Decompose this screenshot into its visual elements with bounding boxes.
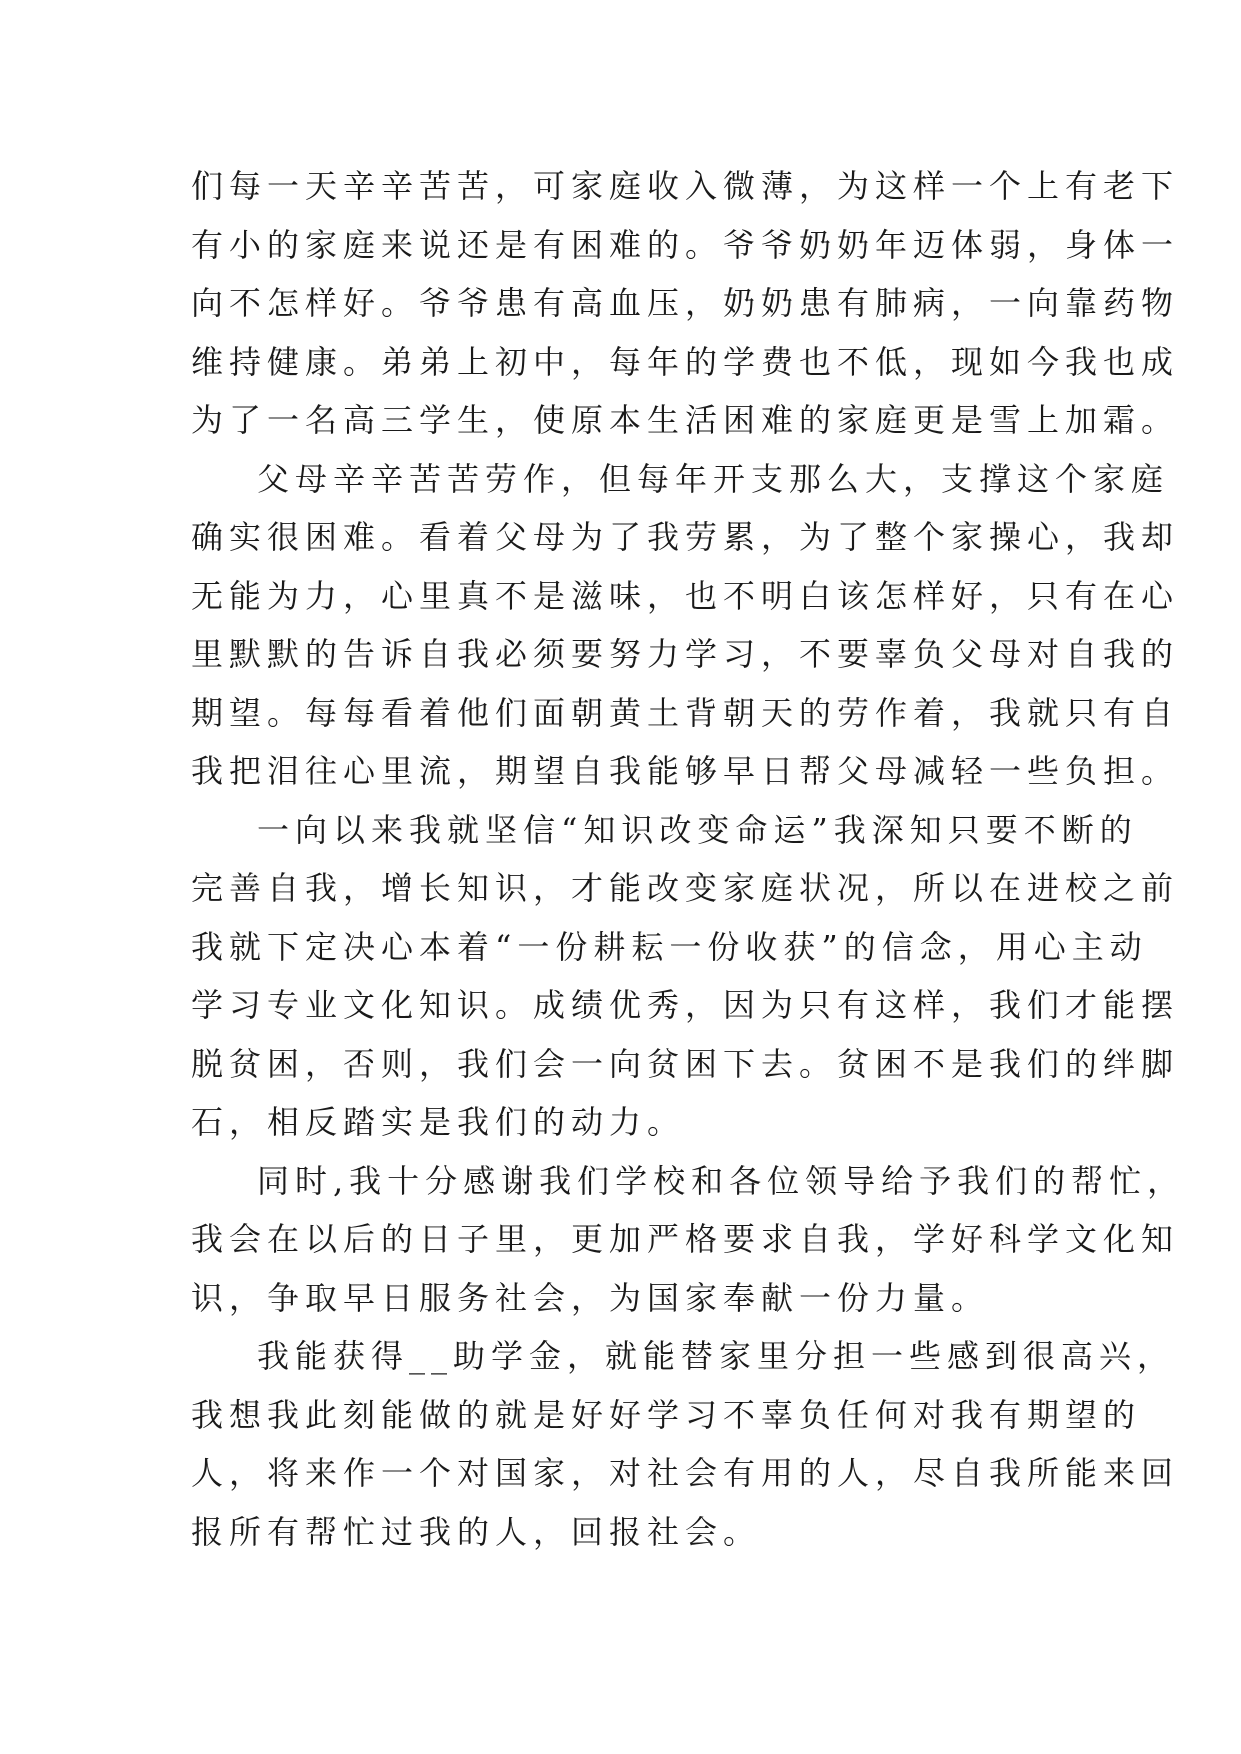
text-line: 有小的家庭来说还是有困难的。爷爷奶奶年迈体弱，身体一 bbox=[191, 225, 1180, 264]
text-line: 报所有帮忙过我的人，回报社会。 bbox=[191, 1512, 762, 1551]
text-line: 们每一天辛辛苦苦，可家庭收入微薄，为这样一个上有老下 bbox=[191, 167, 1180, 205]
text-line: 人，将来作一个对国家，对社会有用的人，尽自我所能来回 bbox=[191, 1454, 1180, 1492]
text-line: 同时,我十分感谢我们学校和各位领导给予我们的帮忙， bbox=[257, 1161, 1186, 1200]
text-line: 识，争取早日服务社会，为国家奉献一份力量。 bbox=[191, 1278, 990, 1317]
text-line: 为了一名高三学生，使原本生活困难的家庭更是雪上加霜。 bbox=[191, 401, 1180, 439]
text-line: 石，相反踏实是我们的动力。 bbox=[191, 1103, 686, 1141]
text-line: 父母辛辛苦苦劳作，但每年开支那么大，支撑这个家庭 bbox=[257, 459, 1170, 498]
text-line: 确实很困难。看着父母为了我劳累，为了整个家操心，我却 bbox=[191, 518, 1180, 556]
text-line: 里默默的告诉自我必须要努力学习，不要辜负父母对自我的 bbox=[191, 635, 1180, 673]
text-line: 学习专业文化知识。成绩优秀，因为只有这样，我们才能摆 bbox=[191, 986, 1180, 1024]
text-line: 我想我此刻能做的就是好好学习不辜负任何对我有期望的 bbox=[191, 1395, 1142, 1434]
text-line: 我就下定决心本着“一份耕耘一份收获”的信念，用心主动 bbox=[191, 927, 1148, 966]
text-line: 无能为力，心里真不是滋味，也不明白该怎样好，只有在心 bbox=[191, 576, 1180, 615]
text-line: 向不怎样好。爷爷患有高血压，奶奶患有肺病，一向靠药物 bbox=[191, 284, 1180, 322]
text-line: 我把泪往心里流，期望自我能够早日帮父母减轻一些负担。 bbox=[191, 752, 1180, 790]
text-line: 期望。每每看着他们面朝黄土背朝天的劳作着，我就只有自 bbox=[191, 693, 1180, 732]
text-line: 脱贫困，否则，我们会一向贫困下去。贫困不是我们的绊脚 bbox=[191, 1044, 1180, 1083]
text-line: 维持健康。弟弟上初中，每年的学费也不低，现如今我也成 bbox=[191, 342, 1180, 381]
document-body bbox=[191, 157, 1186, 1561]
text-line: 完善自我，增长知识，才能改变家庭状况，所以在进校之前 bbox=[191, 869, 1180, 907]
text-line: 我能获得__助学金，就能替家里分担一些感到很高兴， bbox=[257, 1337, 1176, 1375]
text-line: 我会在以后的日子里，更加严格要求自我，学好科学文化知 bbox=[191, 1220, 1180, 1258]
text-line: 一向以来我就坚信“知识改变命运”我深知只要不断的 bbox=[257, 810, 1138, 849]
